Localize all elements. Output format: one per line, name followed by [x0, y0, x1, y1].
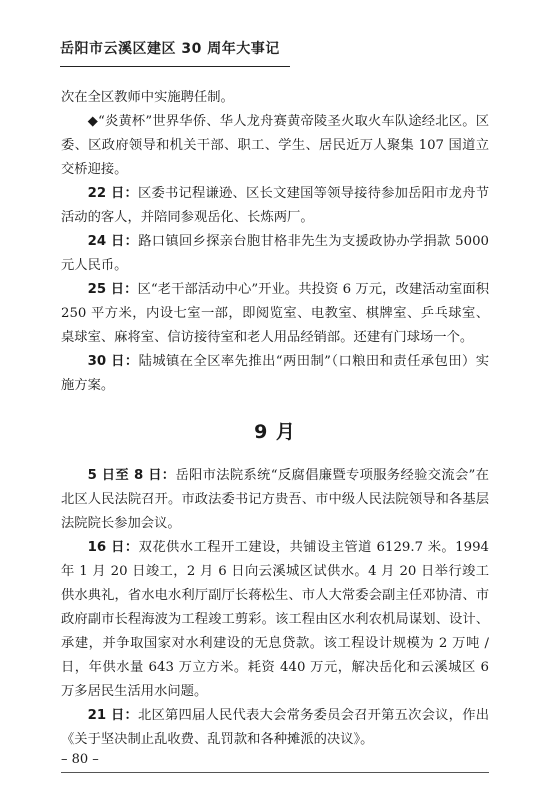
entries-september: [61, 464, 489, 752]
entry-date: 5 日至 8 日：: [87, 468, 176, 483]
entry-text: 双花供水工程开工建设，共铺设主管道 6129.7 米。1994 年 1 月 20 日竣工，2 月 6 日向云溪城区试供水。4 月 20 日举行竣工供水典礼，省水电水利厅副厅长蒋松生、市人大常委会副主任邓协清、市政府副市长程海波为工程竣工剪彩。该工程由区水利农机局谋划、设计、承建，并争取国家对水利建设的无息贷款。该工程设计规模为 2 万吨 / 日，年供水量 643 万立方米。耗资 440 万元，解决岳化和云溪城区 6 万多居民生活用水问题。: [61, 540, 489, 699]
entry-date: 30 日：: [87, 354, 139, 369]
page-body: [61, 86, 489, 752]
entry-date: 22 日：: [87, 186, 138, 201]
entry-paragraph: [61, 230, 489, 278]
entry-text: 岳阳市法院系统“反腐倡廉暨专项服务经验交流会”在北区人民法院召开。市政法委书记方贵吾、市中级人民法院领导和各基层法院院长参加会议。: [61, 468, 489, 531]
entry-paragraph: [61, 182, 489, 230]
entry-text: 区“老干部活动中心”开业。共投资 6 万元，改建活动室面积 250 平方米，内设七室一部，即阅览室、电教室、棋牌室、乒乓球室、桌球室、麻将室、信访接待室和老人用品经销部。还建有门球场一个。: [61, 282, 489, 345]
entry-text: 陆城镇在全区率先推出“两田制”（口粮田和责任承包田）实施方案。: [61, 354, 489, 393]
entry-paragraph: [61, 704, 489, 752]
page-number: – 80 –: [61, 752, 99, 767]
entry-text: 次在全区教师中实施聘任制。: [61, 90, 234, 105]
entry-text: 区委书记程谦逊、区长文建国等领导接待参加岳阳市龙舟节活动的客人，并陪同参观岳化、长炼两厂。: [61, 186, 490, 225]
entry-paragraph: [61, 536, 489, 704]
running-head-title: 岳阳市云溪区建区 30 周年大事记: [60, 41, 280, 57]
entry-date: 16 日：: [87, 540, 139, 555]
entry-text: 北区第四届人民代表大会常务委员会召开第五次会议，作出《关于坚决制止乱收费、乱罚款和各种摊派的决议》。: [61, 708, 490, 747]
month-heading: 9 月: [254, 421, 296, 443]
entries-before-september: [61, 86, 489, 398]
entry-text: 路口镇回乡探亲台胞甘格非先生为支援政协办学捐款 5000 元人民币。: [61, 234, 489, 273]
footer-rule: [61, 772, 489, 773]
entry-paragraph: [61, 110, 489, 182]
entry-text: ◆“炎黄杯”世界华侨、华人龙舟赛黄帝陵圣火取火车队途经北区。区委、区政府领导和机关干部、职工、学生、居民近万人聚集 107 国道立交桥迎接。: [61, 114, 489, 177]
header-rule: [60, 66, 290, 67]
entry-paragraph: [61, 464, 489, 536]
entry-date: 21 日：: [87, 708, 138, 723]
entry-paragraph: [61, 278, 489, 350]
entry-paragraph: [61, 350, 489, 398]
entry-date: 24 日：: [87, 234, 139, 249]
entry-paragraph: [61, 86, 489, 110]
entry-date: 25 日：: [87, 282, 138, 297]
